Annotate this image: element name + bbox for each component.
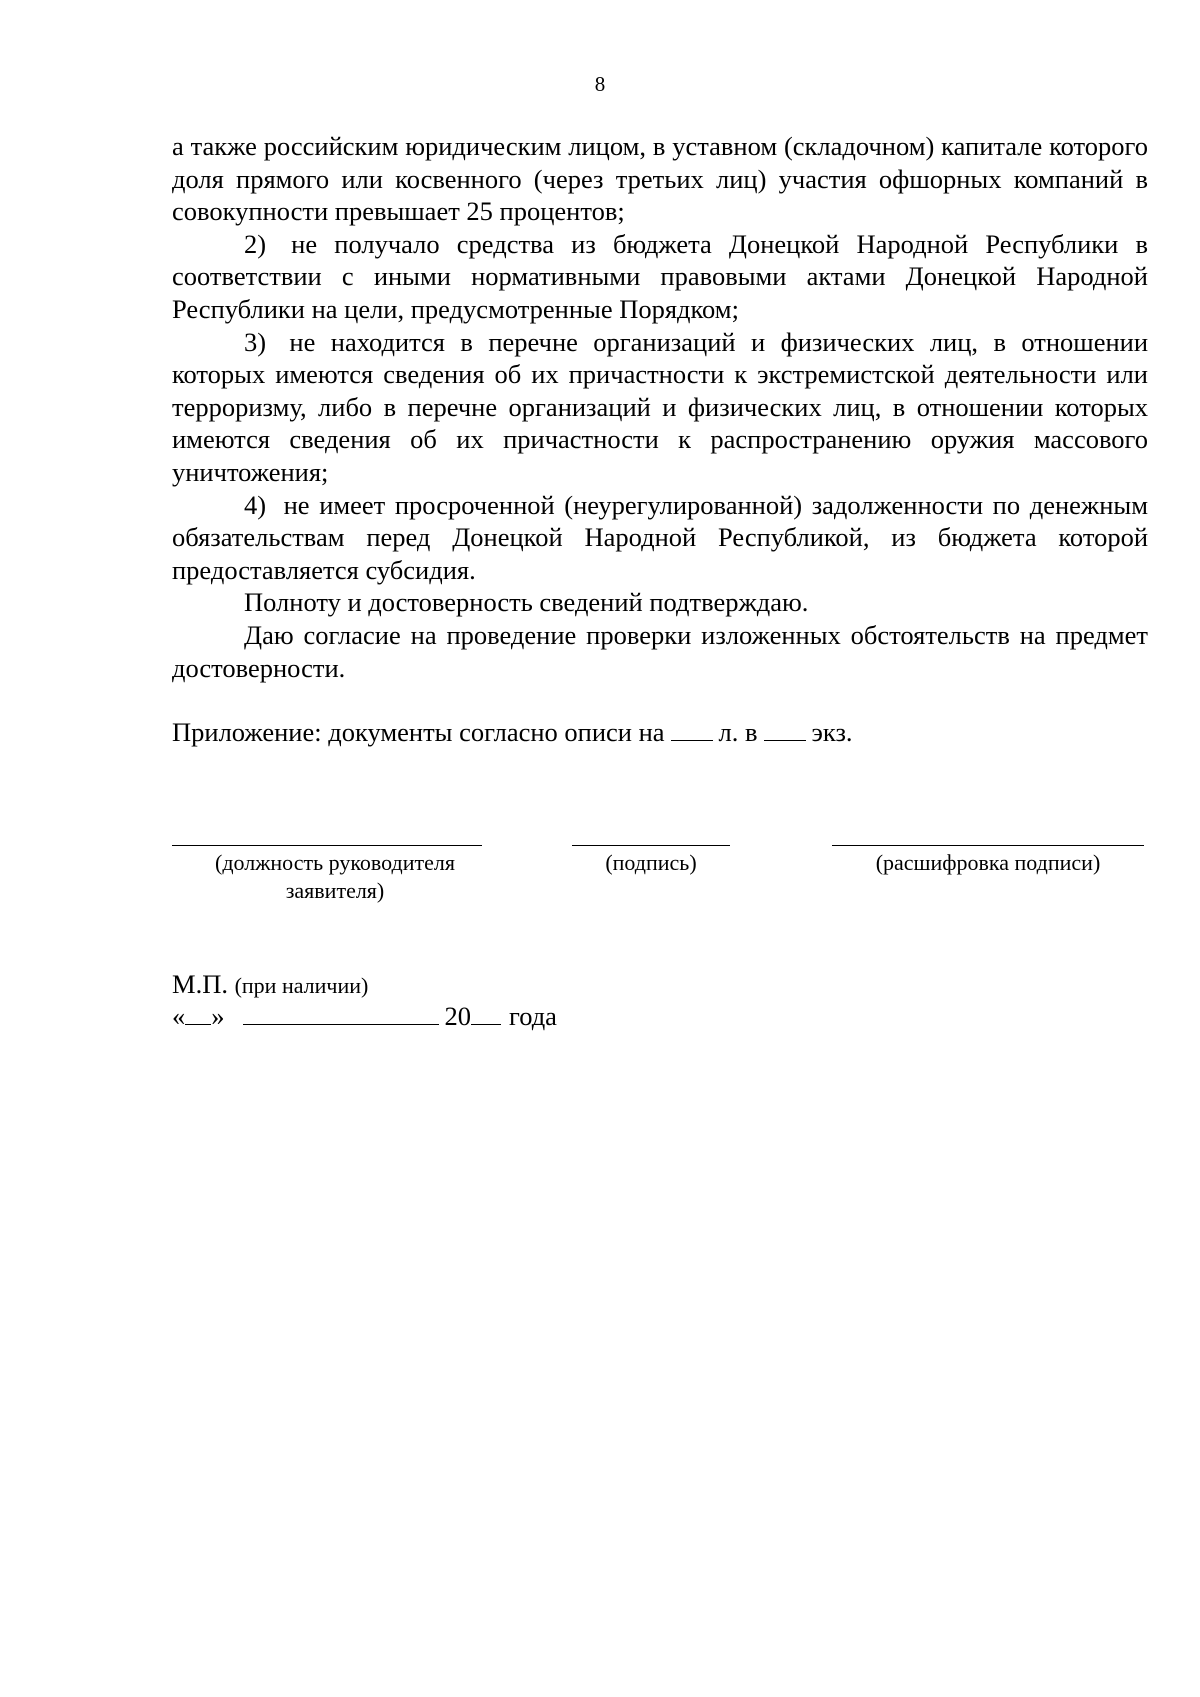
sheets-count-field[interactable] bbox=[671, 739, 713, 741]
signature-line[interactable] bbox=[572, 845, 730, 846]
list-item-2 bbox=[172, 228, 1148, 326]
list-item-text: не имеет просроченной (неурегулированной) задолженности по денежным обязательствам перед Донецкой Народной Республикой, из бюджета которой предоставляется субсидия. bbox=[172, 489, 1148, 585]
annex-line bbox=[172, 716, 853, 748]
month-field[interactable] bbox=[243, 1023, 439, 1025]
signature-decode-line[interactable] bbox=[832, 845, 1144, 846]
date-close-quote: » bbox=[211, 1001, 225, 1031]
signature-caption: (подпись) bbox=[605, 850, 697, 875]
paragraph-continuation: а также российским юридическим лицом, в уставном (складочном) капитале которого доля прямого или косвенного (через третьих лиц) участия офшорных компаний в совокупности превышает 25 процентов; bbox=[172, 131, 1148, 227]
page-number: 8 bbox=[594, 72, 606, 96]
signature-decode-caption: (расшифровка подписи) bbox=[875, 850, 1101, 875]
date-suffix: года bbox=[509, 1001, 557, 1031]
position-caption: (должность руководителя заявителя) bbox=[215, 850, 455, 903]
stamp-label: М.П. bbox=[172, 969, 228, 999]
confirmation-paragraph: Полноту и достоверность сведений подтверждаю. bbox=[244, 587, 809, 618]
annex-sheets-unit: л. в bbox=[718, 717, 758, 747]
position-signature-line[interactable] bbox=[172, 845, 482, 846]
annex-copies-unit: экз. bbox=[811, 717, 853, 747]
stamp-note: (при наличии) bbox=[234, 973, 369, 998]
date-open-quote: « bbox=[172, 1001, 186, 1031]
list-item-text: не получало средства из бюджета Донецкой Народной Республики в соответствии с иными нормативными правовыми актами Донецкой Народной Республики на цели, предусмотренные Порядком; bbox=[172, 228, 1149, 324]
list-item-number: 4) bbox=[244, 489, 267, 520]
annex-prefix: Приложение: документы согласно описи на bbox=[172, 717, 665, 747]
date-line bbox=[172, 1000, 557, 1032]
document-body bbox=[172, 130, 1148, 684]
list-item-4 bbox=[172, 489, 1148, 587]
list-item-text: не находится в перечне организаций и физических лиц, в отношении которых имеются сведения об их причастности к экстремистской деятельности или терроризму, либо в перечне организаций и физических лиц, в отношении которых имеются сведения об их причастности к распространению оружия массового уничтожения; bbox=[172, 326, 1148, 487]
date-century: 20 bbox=[444, 1001, 471, 1031]
day-field[interactable] bbox=[185, 1023, 211, 1025]
year-field[interactable] bbox=[471, 1023, 501, 1025]
consent-paragraph: Даю согласие на проведение проверки изложенных обстоятельств на предмет достоверности. bbox=[172, 619, 1148, 683]
stamp-line bbox=[172, 968, 368, 1002]
list-item-number: 2) bbox=[244, 228, 267, 259]
list-item-number: 3) bbox=[244, 326, 267, 357]
copies-count-field[interactable] bbox=[764, 739, 806, 741]
list-item-3 bbox=[172, 326, 1148, 489]
